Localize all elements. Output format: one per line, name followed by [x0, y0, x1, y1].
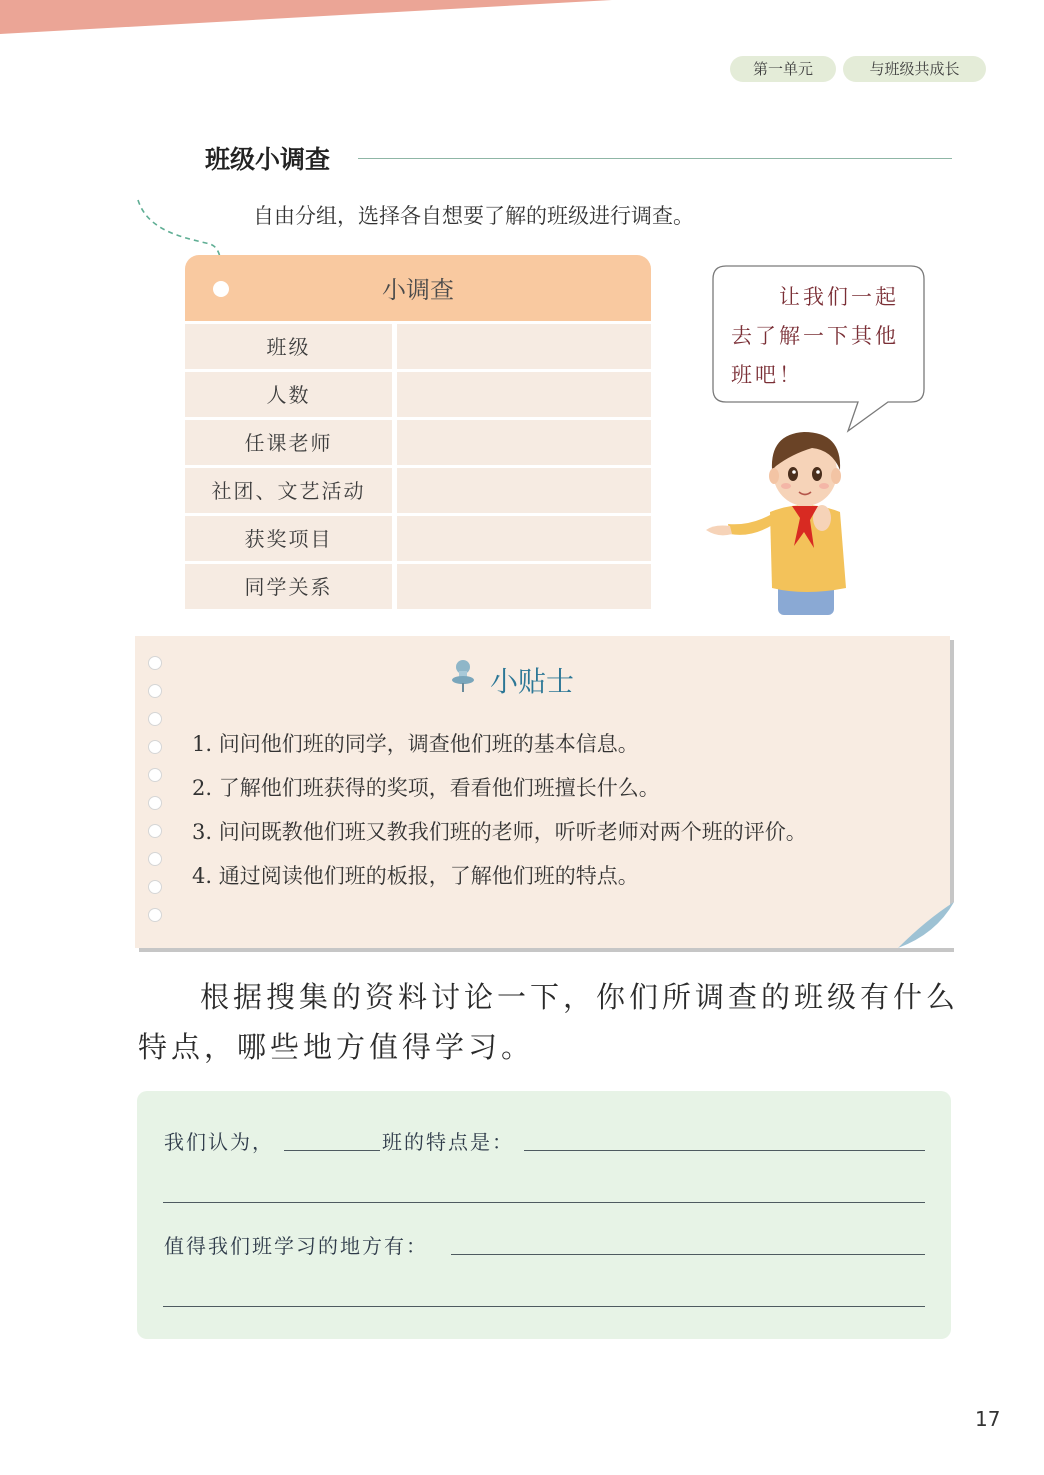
binder-ring: [148, 796, 162, 810]
binder-hole: [213, 281, 229, 297]
unit-label-pill: [730, 56, 836, 82]
page-number: 17: [975, 1407, 1001, 1431]
top-decorative-band: [0, 0, 1044, 40]
learning-points-blank-line2[interactable]: [163, 1306, 925, 1307]
page-curl: [896, 898, 956, 950]
unit-label: 第一单元: [752, 60, 813, 78]
tip-item: 1. 问问他们班的同学，调查他们班的基本信息。: [192, 732, 639, 756]
survey-row: [185, 324, 651, 369]
binder-ring: [148, 712, 162, 726]
tips-title: 小贴士: [490, 665, 575, 698]
boy-illustration: [700, 420, 860, 615]
binder-ring: [148, 768, 162, 782]
survey-table: [185, 255, 651, 609]
binder-ring: [148, 684, 162, 698]
speech-text: [731, 278, 911, 395]
discussion-prompt: [138, 972, 968, 1072]
unit-title: 与班级共成长: [869, 60, 960, 78]
worksheet-prompt-prefix: 我们认为，: [164, 1130, 274, 1154]
tip-item: 4. 通过阅读他们班的板报，了解他们班的特点。: [192, 864, 639, 888]
intro-text: 自由分组，选择各自想要了解的班级进行调查。: [253, 204, 694, 228]
survey-header: [185, 255, 651, 321]
worksheet-prompt-suffix: 班的特点是：: [382, 1130, 514, 1154]
section-title: 班级小调查: [205, 145, 331, 174]
features-blank-line2[interactable]: [163, 1202, 925, 1203]
survey-row-label: 班级: [185, 324, 392, 369]
survey-row-value[interactable]: [397, 468, 651, 513]
survey-title: 小调查: [382, 276, 454, 304]
survey-row-value[interactable]: [397, 372, 651, 417]
survey-row-label: 获奖项目: [185, 516, 392, 561]
binder-ring: [148, 656, 162, 670]
survey-row: [185, 420, 651, 465]
survey-row-label: 任课老师: [185, 420, 392, 465]
survey-row: [185, 468, 651, 513]
binder-ring: [148, 908, 162, 922]
survey-row-value[interactable]: [397, 564, 651, 609]
binder-ring: [148, 852, 162, 866]
binder-ring: [148, 824, 162, 838]
features-blank[interactable]: [524, 1150, 925, 1151]
survey-row-value[interactable]: [397, 324, 651, 369]
survey-row: [185, 564, 651, 609]
unit-title-pill: [843, 56, 986, 82]
discussion-line: 根据搜集的资料讨论一下，你们所调查的班级有什么: [200, 980, 960, 1014]
survey-row: [185, 372, 651, 417]
pushpin-icon: [450, 659, 476, 693]
survey-row-label: 同学关系: [185, 564, 392, 609]
title-rule: [358, 158, 952, 159]
learning-points-blank[interactable]: [451, 1254, 925, 1255]
tip-item: 3. 问问既教他们班又教我们班的老师，听听老师对两个班的评价。: [192, 820, 807, 844]
binder-ring: [148, 880, 162, 894]
survey-row-value[interactable]: [397, 516, 651, 561]
speech-line: 去了解一下其他: [731, 324, 899, 348]
discussion-line: 特点，哪些地方值得学习。: [138, 1030, 535, 1064]
speech-line: 班吧！: [731, 363, 803, 387]
speech-line: 让我们一起: [779, 285, 899, 309]
binder-ring: [148, 740, 162, 754]
survey-row-value[interactable]: [397, 420, 651, 465]
survey-row-label: 人数: [185, 372, 392, 417]
survey-row: [185, 516, 651, 561]
tip-item: 2. 了解他们班获得的奖项，看看他们班擅长什么。: [192, 776, 660, 800]
survey-row-label: 社团、文艺活动: [185, 468, 392, 513]
class-name-blank[interactable]: [284, 1150, 380, 1151]
worksheet-prompt-2: 值得我们班学习的地方有：: [164, 1234, 428, 1258]
